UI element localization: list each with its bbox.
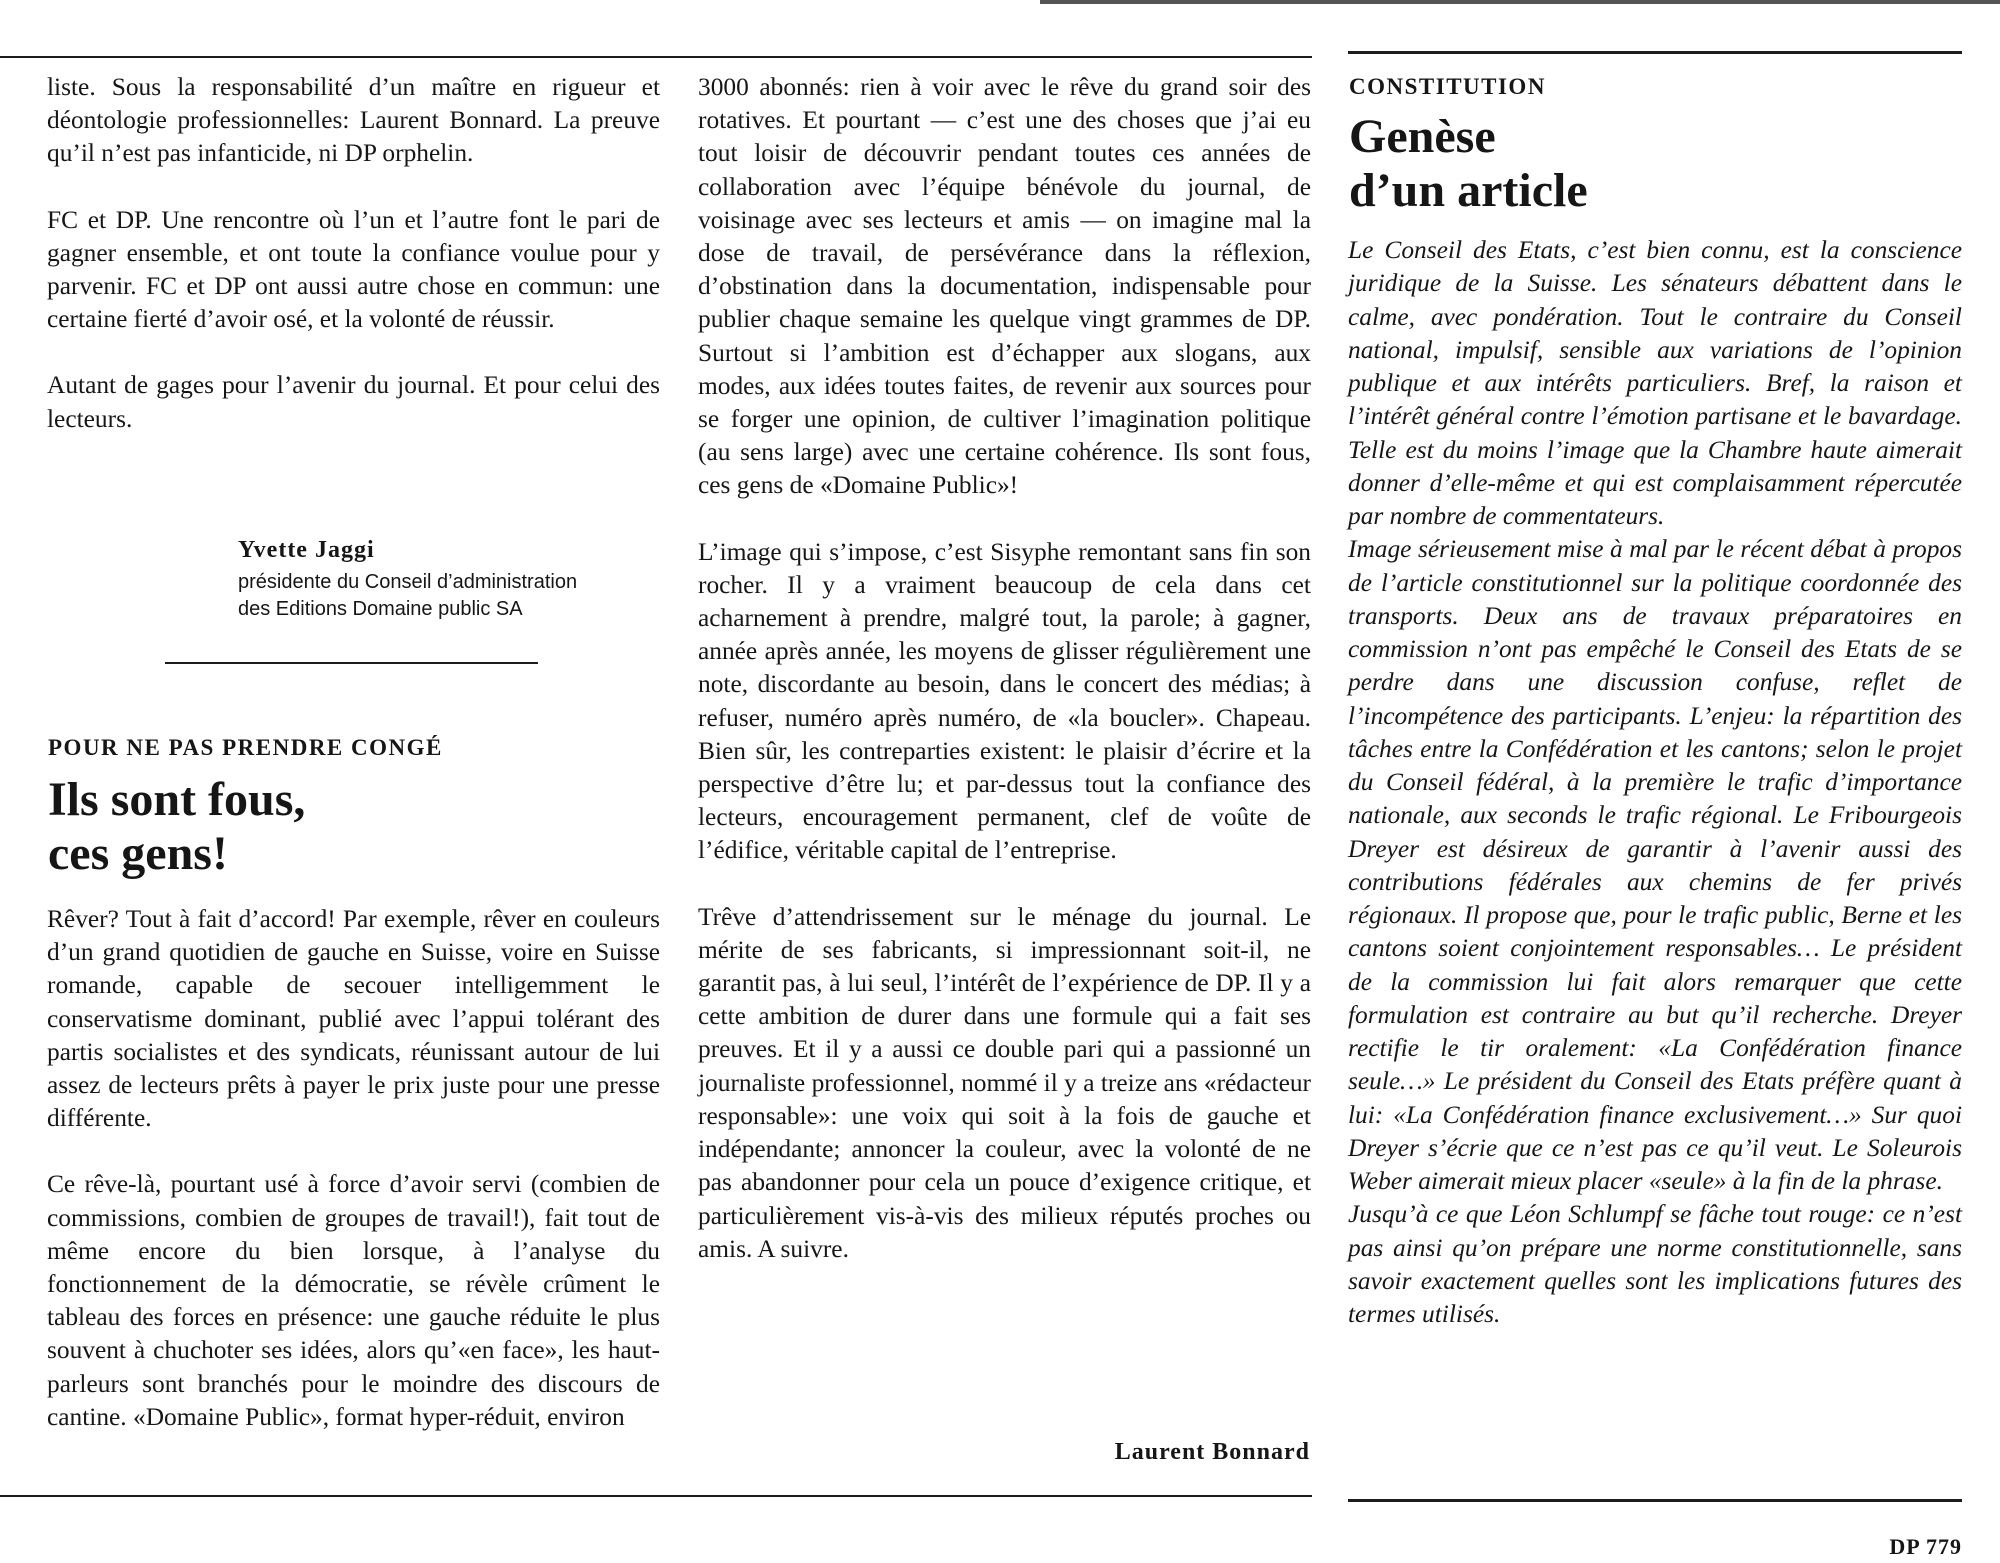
signature-name: Yvette Jaggi [238, 537, 375, 563]
bottom-rule-right [1348, 1499, 1962, 1502]
paragraph: 3000 abonnés: rien à voir avec le rêve du grand soir des rotatives. Et pourtant — c’est une des choses que j’ai eu tout loisir de découvrir pendant toutes ces années de collaboration avec l’équipe bénévole du journal, de voisinage avec ses lecteurs et amis — on imagine mal la dose de travail, de persévérance dans la réflexion, d’obstination dans la documentation, indispensable pour publier chaque semaine les quelque vingt grammes de DP. Surtout si l’ambition est d’échapper aux slogans, aux modes, aux idées toutes faites, de revenir aux sources pour se forger une opinion, de cultiver l’imagination politique (au sens large) avec une certaine cohérence. Ils sont fous, ces gens de «Domaine Public»! [698, 73, 1311, 500]
paragraph: Jusqu’à ce que Léon Schlumpf se fâche tout rouge: ce n’est pas ainsi qu’on prépare une norme constitutionnelle, sans savoir exactement quelles sont les implications futures des termes utilisés. [1348, 1200, 1962, 1328]
headline-line2: ces gens! [48, 827, 228, 880]
column-middle [698, 71, 1311, 1266]
paragraph: Autant de gages pour l’avenir du journal. Et pour celui des lecteurs. [47, 371, 660, 433]
top-rule-left [0, 56, 1312, 58]
headline-constitution [1349, 110, 1588, 218]
top-edge-bar [1040, 0, 2000, 4]
column-left-body [47, 903, 660, 1434]
paragraph: Image sérieusement mise à mal par le récent débat à propos de l’article constitutionnel sur la politique coordonnée des transports. Deux ans de travaux préparatoires en commission n’ont pas empêché le Conseil des Etats de se perdre dans une discussion confuse, reflet de l’incompétence des participants. L’enjeu: la répartition des tâches entre la Confédération et les cantons; selon le projet du Conseil fédéral, à la première le trafic d’importance nationale, aux seconds le trafic régional. Le Fribourgeois Dreyer est désireux de garantir à l’avenir aussi des contributions fédérales aux chemins de fer privés régionaux. Il propose que, pour le trafic public, Berne et les cantons soient conjointement responsables… Le président de la commission lui fait alors remarquer que cette formulation est contraire au but qu’il recherche. Dreyer rectifie le tir oralement: «La Confédération finance seule…» Le président du Conseil des Etats préfère quant à lui: «La Confédération finance exclusivement…» Sur quoi Dreyer s’écrie que ce n’est pas ce qu’il veut. Le Soleurois Weber aimerait mieux placer «seule» à la fin de la phrase. [1348, 535, 1962, 1195]
paragraph: Le Conseil des Etats, c’est bien connu, est la conscience juridique de la Suisse. Les sénateurs débattent dans le calme, avec pondération. Tout le contraire du Conseil national, impulsif, sensible aux variations de l’opinion publique et aux intérêts particuliers. Bref, la raison et l’intérêt général contre l’émotion partisane et le bavardage. Telle est du moins l’image que la Chambre haute aimerait donner d’elle-même et qui est complaisamment répercutée par nombre de commentateurs. [1348, 236, 1962, 530]
column-right-body [1348, 234, 1962, 1331]
byline-laurent-bonnard: Laurent Bonnard [1114, 1439, 1310, 1465]
headline-line1: Genèse [1349, 110, 1496, 163]
paragraph: L’image qui s’impose, c’est Sisyphe remontant sans fin son rocher. Il y a vraiment beaucoup de cela dans cet acharnement à prendre, malgré tout, la parole; à gagner, année après année, les moyens de glisser régulièrement une note, discordante au besoin, dans le concert des médias; à refuser, numéro après numéro, de «la boucler». Chapeau. Bien sûr, les contreparties existent: le plaisir d’écrire et la perspective d’être lu; et par-dessus tout la confiance des lecteurs, encouragement permanent, clef de voûte de l’édifice, véritable capital de l’entreprise. [698, 537, 1311, 865]
kicker-fous: POUR NE PAS PRENDRE CONGÉ [48, 735, 443, 760]
signature-role-line2: des Editions Domaine public SA [238, 598, 523, 620]
kicker-constitution: CONSTITUTION [1349, 74, 1546, 99]
top-rule-right [1348, 51, 1962, 54]
headline-fous [48, 773, 305, 881]
paragraph: Ce rêve-là, pourtant usé à force d’avoir servi (combien de commissions, combien de groupes de travail!), fait tout de même encore du bien lorsque, à l’analyse du fonctionnement de la démocratie, se révèle crûment le tableau des forces en présence: une gauche réduite le plus souvent à chuchoter ses idées, alors qu’«en face», les haut-parleurs sont branchés pour le moindre des discours de cantine. «Domaine Public», format hyper-réduit, environ [47, 1170, 660, 1431]
paragraph: Rêver? Tout à fait d’accord! Par exemple, rêver en couleurs d’un grand quotidien de gauche en Suisse, voire en Suisse romande, capable de secouer intelligemment le conservatisme dominant, publié avec l’appui tolérant des partis socialistes et des syndicats, réunissant autour de lui assez de lecteurs prêts à payer le prix juste pour une presse différente. [47, 905, 660, 1133]
signature-role-line1: présidente du Conseil d’administration [238, 571, 578, 593]
headline-line2: d’un article [1349, 164, 1588, 217]
bottom-rule-left [0, 1495, 1312, 1497]
signature-block [238, 537, 678, 623]
paragraph: FC et DP. Une rencontre où l’un et l’autre font le pari de gagner ensemble, et ont toute la confiance voulue pour y parvenir. FC et DP ont aussi autre chose en commun: une certaine fierté d’avoir osé, et la volonté de réussir. [47, 205, 660, 334]
paragraph: liste. Sous la responsabilité d’un maître en rigueur et déontologie professionnelles: Laurent Bonnard. La preuve qu’il n’est pas infanticide, ni DP orphelin. [47, 73, 660, 168]
headline-line1: Ils sont fous, [48, 773, 306, 826]
page-folio: DP 779 [1889, 1534, 1962, 1559]
column-left [47, 71, 660, 436]
signature-separator [165, 662, 538, 664]
paragraph: Trêve d’attendrissement sur le ménage du journal. Le mérite de ses fabricants, si impressionnant soit-il, ne garantit pas, à lui seul, l’intérêt de l’expérience de DP. Il y a cette ambition de durer dans une formule qui a fait ses preuves. Et il y a aussi ce double pari qui a passionné un journaliste professionnel, nommé il y a treize ans «rédacteur responsable»: une voix qui soit à la fois de gauche et indépendante; annoncer la couleur, avec la volonté de ne pas abandonner pour cela un pouce d’exigence critique, et particulièrement vis-à-vis des milieux réputés proches ou amis. A suivre. [698, 902, 1311, 1263]
